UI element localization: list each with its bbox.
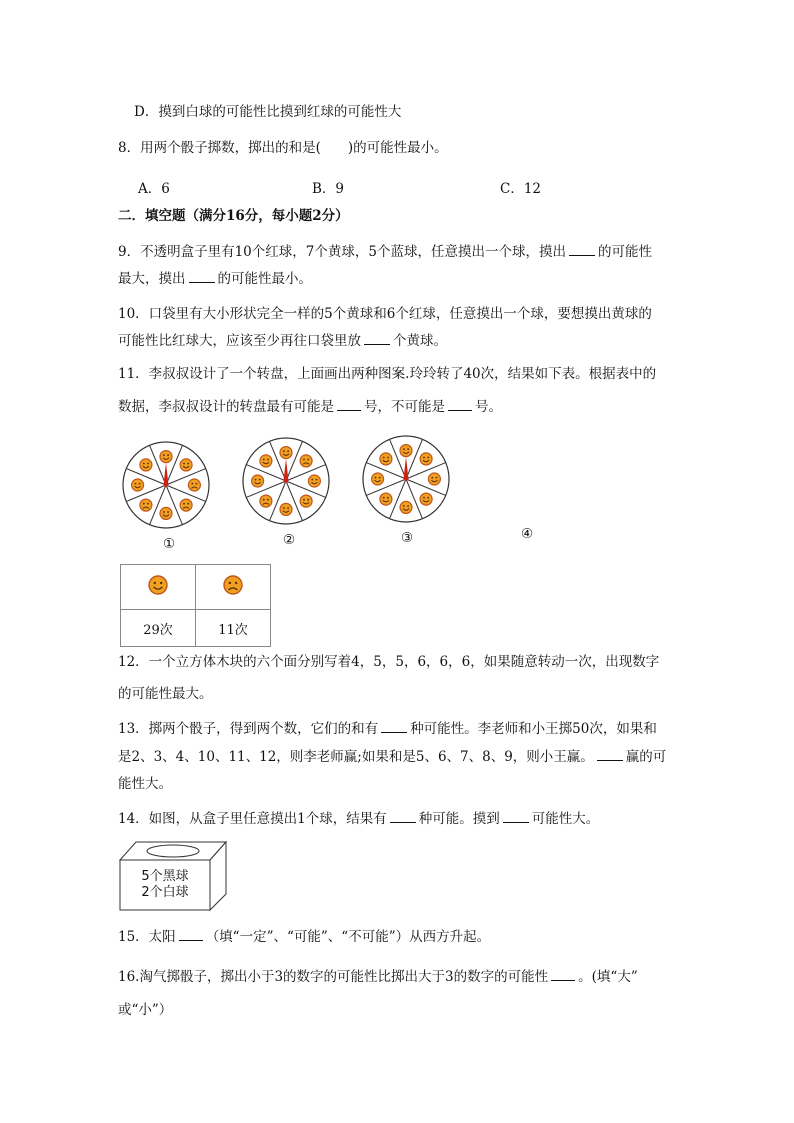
q9-text-d: 的可能性最小。 — [217, 271, 312, 287]
q14-blank-1[interactable] — [390, 808, 416, 823]
q8-option-c: C．12 — [500, 181, 542, 197]
smiley-face-icon — [280, 503, 292, 515]
q10-blank[interactable] — [364, 330, 390, 345]
table-cell-sad — [196, 565, 271, 610]
q11-blank-2[interactable] — [448, 396, 472, 411]
q14-text-a: 14．如图，从盒子里任意摸出1个球，结果有 — [118, 811, 387, 827]
q7-option-d: D．摸到白球的可能性比摸到红球的可能性大 — [134, 104, 402, 120]
q13-text-b: 种可能性。李老师和小王掷50次，如果和 — [410, 721, 657, 737]
q16-line1 — [118, 966, 638, 987]
smiley-face-icon — [180, 459, 192, 471]
smiley-face-icon — [147, 574, 169, 596]
q13-text-d: 赢的可 — [625, 749, 667, 765]
q13-line1 — [118, 718, 657, 739]
q15-text-b: （填“一定”、“可能”、“不可能”）从西方升起。 — [205, 929, 491, 945]
q10-text-b: 个黄球。 — [393, 333, 447, 349]
ball-box-figure — [118, 840, 228, 912]
q9-line2 — [118, 268, 312, 289]
q14-blank-2[interactable] — [503, 808, 529, 823]
q9-text-c: 最大，摸出 — [118, 271, 186, 287]
q12-line1: 12．一个立方体木块的六个面分别写着4，5，5，6，6，6，如果随意转动一次，出现数字 — [118, 654, 660, 670]
result-table — [120, 564, 271, 647]
q13-line3: 能性大。 — [118, 776, 172, 792]
smiley-face-icon — [260, 455, 272, 467]
q15-blank[interactable] — [179, 926, 203, 941]
spinner-label-1: ① — [162, 536, 176, 552]
q11-line2 — [118, 396, 502, 417]
sad-face-icon — [188, 479, 200, 491]
spinner-1 — [123, 442, 209, 528]
table-cell-smiley — [121, 565, 196, 610]
smiley-face-icon — [428, 473, 440, 485]
sad-face-icon — [140, 499, 152, 511]
smiley-face-icon — [308, 475, 320, 487]
q14-text-c: 可能性大。 — [531, 811, 600, 827]
q13-blank-1[interactable] — [381, 718, 407, 733]
smiley-face-icon — [400, 501, 412, 513]
q14-line — [118, 808, 599, 829]
sad-face-icon — [222, 574, 244, 596]
q11-text-a: 数据，李叔叔设计的转盘最有可能是 — [118, 399, 334, 415]
q11-line1: 11．李叔叔设计了一个转盘，上面画出两种图案.玲玲转了40次，结果如下表。根据表中的 — [118, 366, 657, 382]
q15-text-a: 15．太阳 — [118, 929, 176, 945]
smiley-face-icon — [280, 447, 292, 459]
q14-text-b: 种可能。摸到 — [418, 811, 500, 827]
smiley-face-icon — [160, 451, 172, 463]
sad-face-icon — [300, 455, 312, 467]
smiley-face-icon — [380, 493, 392, 505]
q13-blank-2[interactable] — [597, 746, 623, 761]
q13-line2 — [118, 746, 666, 767]
smiley-face-icon — [420, 453, 432, 465]
smiley-face-icon — [140, 459, 152, 471]
q11-blank-1[interactable] — [337, 396, 361, 411]
smiley-face-icon — [420, 493, 432, 505]
spinner-label-3: ③ — [400, 530, 414, 546]
smiley-face-icon — [132, 479, 144, 491]
smiley-face-icon — [372, 473, 384, 485]
box-text-white: 2个白球 — [141, 885, 189, 900]
q9-text-b: 的可能性 — [597, 244, 652, 260]
table-count-smiley: 29次 — [121, 610, 196, 647]
spinner-label-2: ② — [282, 532, 296, 548]
q15-line — [118, 926, 490, 947]
sad-face-icon — [260, 495, 272, 507]
q16-line2: 或“小”） — [118, 1002, 173, 1018]
q10-line2 — [118, 330, 447, 351]
spinner-label-4: ④ — [520, 526, 534, 542]
q16-text-a: 16.淘气掷骰子，掷出小于3的数字的可能性比掷出大于3的数字的可能性 — [118, 969, 549, 985]
smiley-face-icon — [300, 495, 312, 507]
q8-option-a: A．6 — [138, 181, 170, 197]
q13-text-a: 13．掷两个骰子，得到两个数，它们的和有 — [118, 721, 379, 737]
spinner-2 — [243, 438, 329, 524]
box-text-black: 5个黑球 — [141, 869, 189, 884]
sad-face-icon — [180, 499, 192, 511]
q8-option-b: B．9 — [312, 181, 345, 197]
q11-text-c: 号。 — [475, 399, 502, 415]
smiley-face-icon — [160, 507, 172, 519]
q11-text-b: 号，不可能是 — [364, 399, 445, 415]
q12-line2: 的可能性最大。 — [118, 686, 213, 702]
q10-text-a: 可能性比红球大，应该至少再往口袋里放 — [118, 333, 361, 349]
q9-line1 — [118, 241, 652, 262]
q16-text-b: 。(填“大” — [578, 969, 638, 985]
q16-blank[interactable] — [551, 966, 575, 981]
smiley-face-icon — [400, 445, 412, 457]
q9-blank-1[interactable] — [569, 241, 595, 256]
q10-line1: 10．口袋里有大小形状完全一样的5个黄球和6个红球，任意摸出一个球，要想摸出黄球的 — [118, 306, 652, 322]
smiley-face-icon — [252, 475, 264, 487]
q9-blank-2[interactable] — [189, 268, 215, 283]
smiley-face-icon — [380, 453, 392, 465]
q13-text-c: 是2、3、4、10、11、12，则李老师赢;如果和是5、6、7、8、9，则小王赢。 — [118, 749, 594, 765]
q8-stem: 8．用两个骰子掷数，掷出的和是( )的可能性最小。 — [118, 140, 448, 156]
q9-text-a: 9．不透明盒子里有10个红球，7个黄球，5个蓝球，任意摸出一个球，摸出 — [118, 244, 566, 260]
spinner-3 — [363, 436, 449, 522]
table-count-sad: 11次 — [196, 610, 271, 647]
section-heading: 二．填空题（满分16分，每小题2分） — [118, 208, 349, 224]
